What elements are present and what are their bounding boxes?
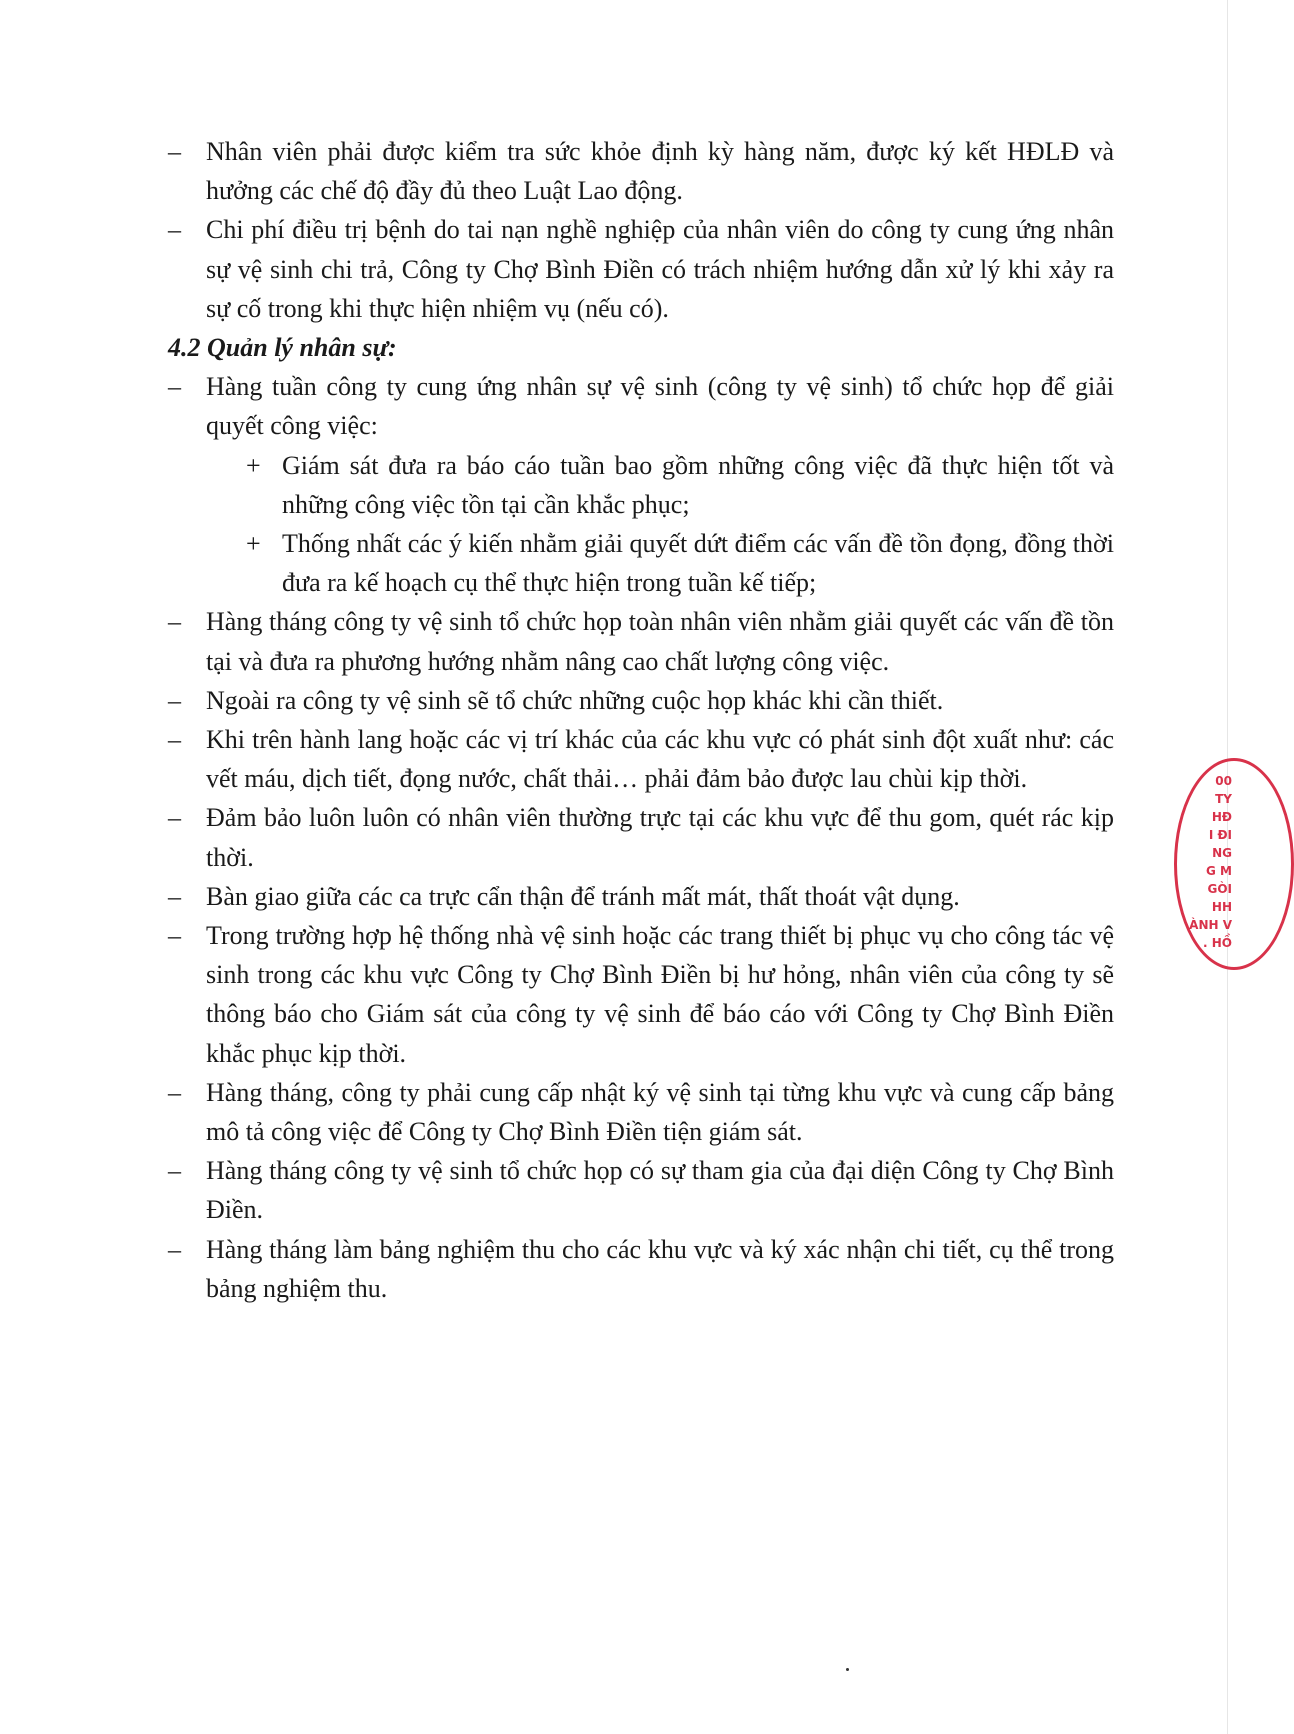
dash-marker: – (168, 685, 181, 715)
list-item (168, 210, 1114, 328)
list-item (168, 1151, 1114, 1229)
list-item (168, 132, 1114, 210)
sub-list-item (168, 446, 1114, 524)
plus-marker: + (246, 450, 261, 480)
list-item (168, 1230, 1114, 1308)
list-item-text: Hàng tháng làm bảng nghiệm thu cho các khu vực và ký xác nhận chi tiết, cụ thể trong bảng nghiệm thu. (206, 1234, 1114, 1303)
list-item (168, 720, 1114, 798)
dash-marker: – (168, 1234, 181, 1264)
dash-marker: – (168, 215, 181, 245)
dash-marker: – (168, 803, 181, 833)
dash-marker: – (168, 1156, 181, 1186)
list-item-text: Đảm bảo luôn luôn có nhân viên thường trực tại các khu vực để thu gom, quét rác kịp thời. (206, 803, 1114, 872)
list-item-text: Bàn giao giữa các ca trực cẩn thận để tránh mất mát, thất thoát vật dụng. (206, 881, 960, 911)
list-item-text: Ngoài ra công ty vệ sinh sẽ tổ chức những cuộc họp khác khi cần thiết. (206, 685, 944, 715)
dash-marker: – (168, 921, 181, 951)
list-item (168, 681, 1114, 720)
list-item (168, 602, 1114, 680)
sub-list-item-text: Thống nhất các ý kiến nhằm giải quyết dứt điểm các vấn đề tồn đọng, đồng thời đưa ra kế hoạch cụ thể thực hiện trong tuần kế tiếp; (282, 529, 1114, 598)
dash-marker: – (168, 137, 181, 166)
list-item-text: Nhân viên phải được kiểm tra sức khỏe định kỳ hàng năm, được ký kết HĐLĐ và hưởng các chế độ đầy đủ theo Luật Lao động. (206, 137, 1114, 206)
document-body (168, 132, 1114, 1308)
list-item-text: Trong trường hợp hệ thống nhà vệ sinh hoặc các trang thiết bị phục vụ cho công tác vệ sinh trong các khu vực Công ty Chợ Bình Điền bị hư hỏng, nhân viên của công ty sẽ thông báo cho Giám sát của công ty vệ sinh để báo cáo với Công ty Chợ Bình Điền khắc phục kịp thời. (206, 921, 1114, 1068)
seal-text: 00 TY HĐ I ĐI NG G M GÒI HH ÀNH V . HỒ (1189, 774, 1232, 950)
dash-marker: – (168, 1077, 181, 1107)
list-item (168, 798, 1114, 876)
scan-dot (846, 1668, 849, 1671)
section-heading: 4.2 Quản lý nhân sự: (168, 333, 397, 363)
list-item-text: Hàng tuần công ty cung ứng nhân sự vệ sinh (công ty vệ sinh) tổ chức họp để giải quyết công việc: (206, 372, 1114, 441)
dash-marker: – (168, 881, 181, 911)
plus-marker: + (246, 529, 261, 559)
list-item-text: Khi trên hành lang hoặc các vị trí khác của các khu vực có phát sinh đột xuất như: các vết máu, dịch tiết, đọng nước, chất thải… phải đảm bảo được lau chùi kịp thời. (206, 725, 1114, 794)
list-item-text: Hàng tháng, công ty phải cung cấp nhật ký vệ sinh tại từng khu vực và cung cấp bảng mô tả công việc để Công ty Chợ Bình Điền tiện giám sát. (206, 1077, 1114, 1147)
red-seal-stamp (1189, 758, 1234, 970)
sub-list-item (168, 524, 1114, 602)
list-item-text: Chi phí điều trị bệnh do tai nạn nghề nghiệp của nhân viên do công ty cung ứng nhân sự vệ sinh chi trả, Công ty Chợ Bình Điền có trách nhiệm hướng dẫn xử lý khi xảy ra sự cố trong khi thực hiện nhiệm vụ (nếu có). (206, 215, 1114, 323)
list-item (168, 367, 1114, 445)
list-item (168, 877, 1114, 916)
sub-list-item-text: Giám sát đưa ra báo cáo tuần bao gồm những công việc đã thực hiện tốt và những công việc tồn tại cần khắc phục; (282, 450, 1114, 519)
dash-marker: – (168, 372, 181, 402)
list-item (168, 1073, 1114, 1151)
list-item-text: Hàng tháng công ty vệ sinh tổ chức họp có sự tham gia của đại diện Công ty Chợ Bình Điền. (206, 1156, 1114, 1225)
list-item-text: Hàng tháng công ty vệ sinh tổ chức họp toàn nhân viên nhằm giải quyết các vấn đề tồn tại và đưa ra phương hướng nhằm nâng cao chất lượng công việc. (206, 607, 1114, 676)
list-item (168, 916, 1114, 1073)
dash-marker: – (168, 607, 181, 637)
dash-marker: – (168, 725, 181, 755)
